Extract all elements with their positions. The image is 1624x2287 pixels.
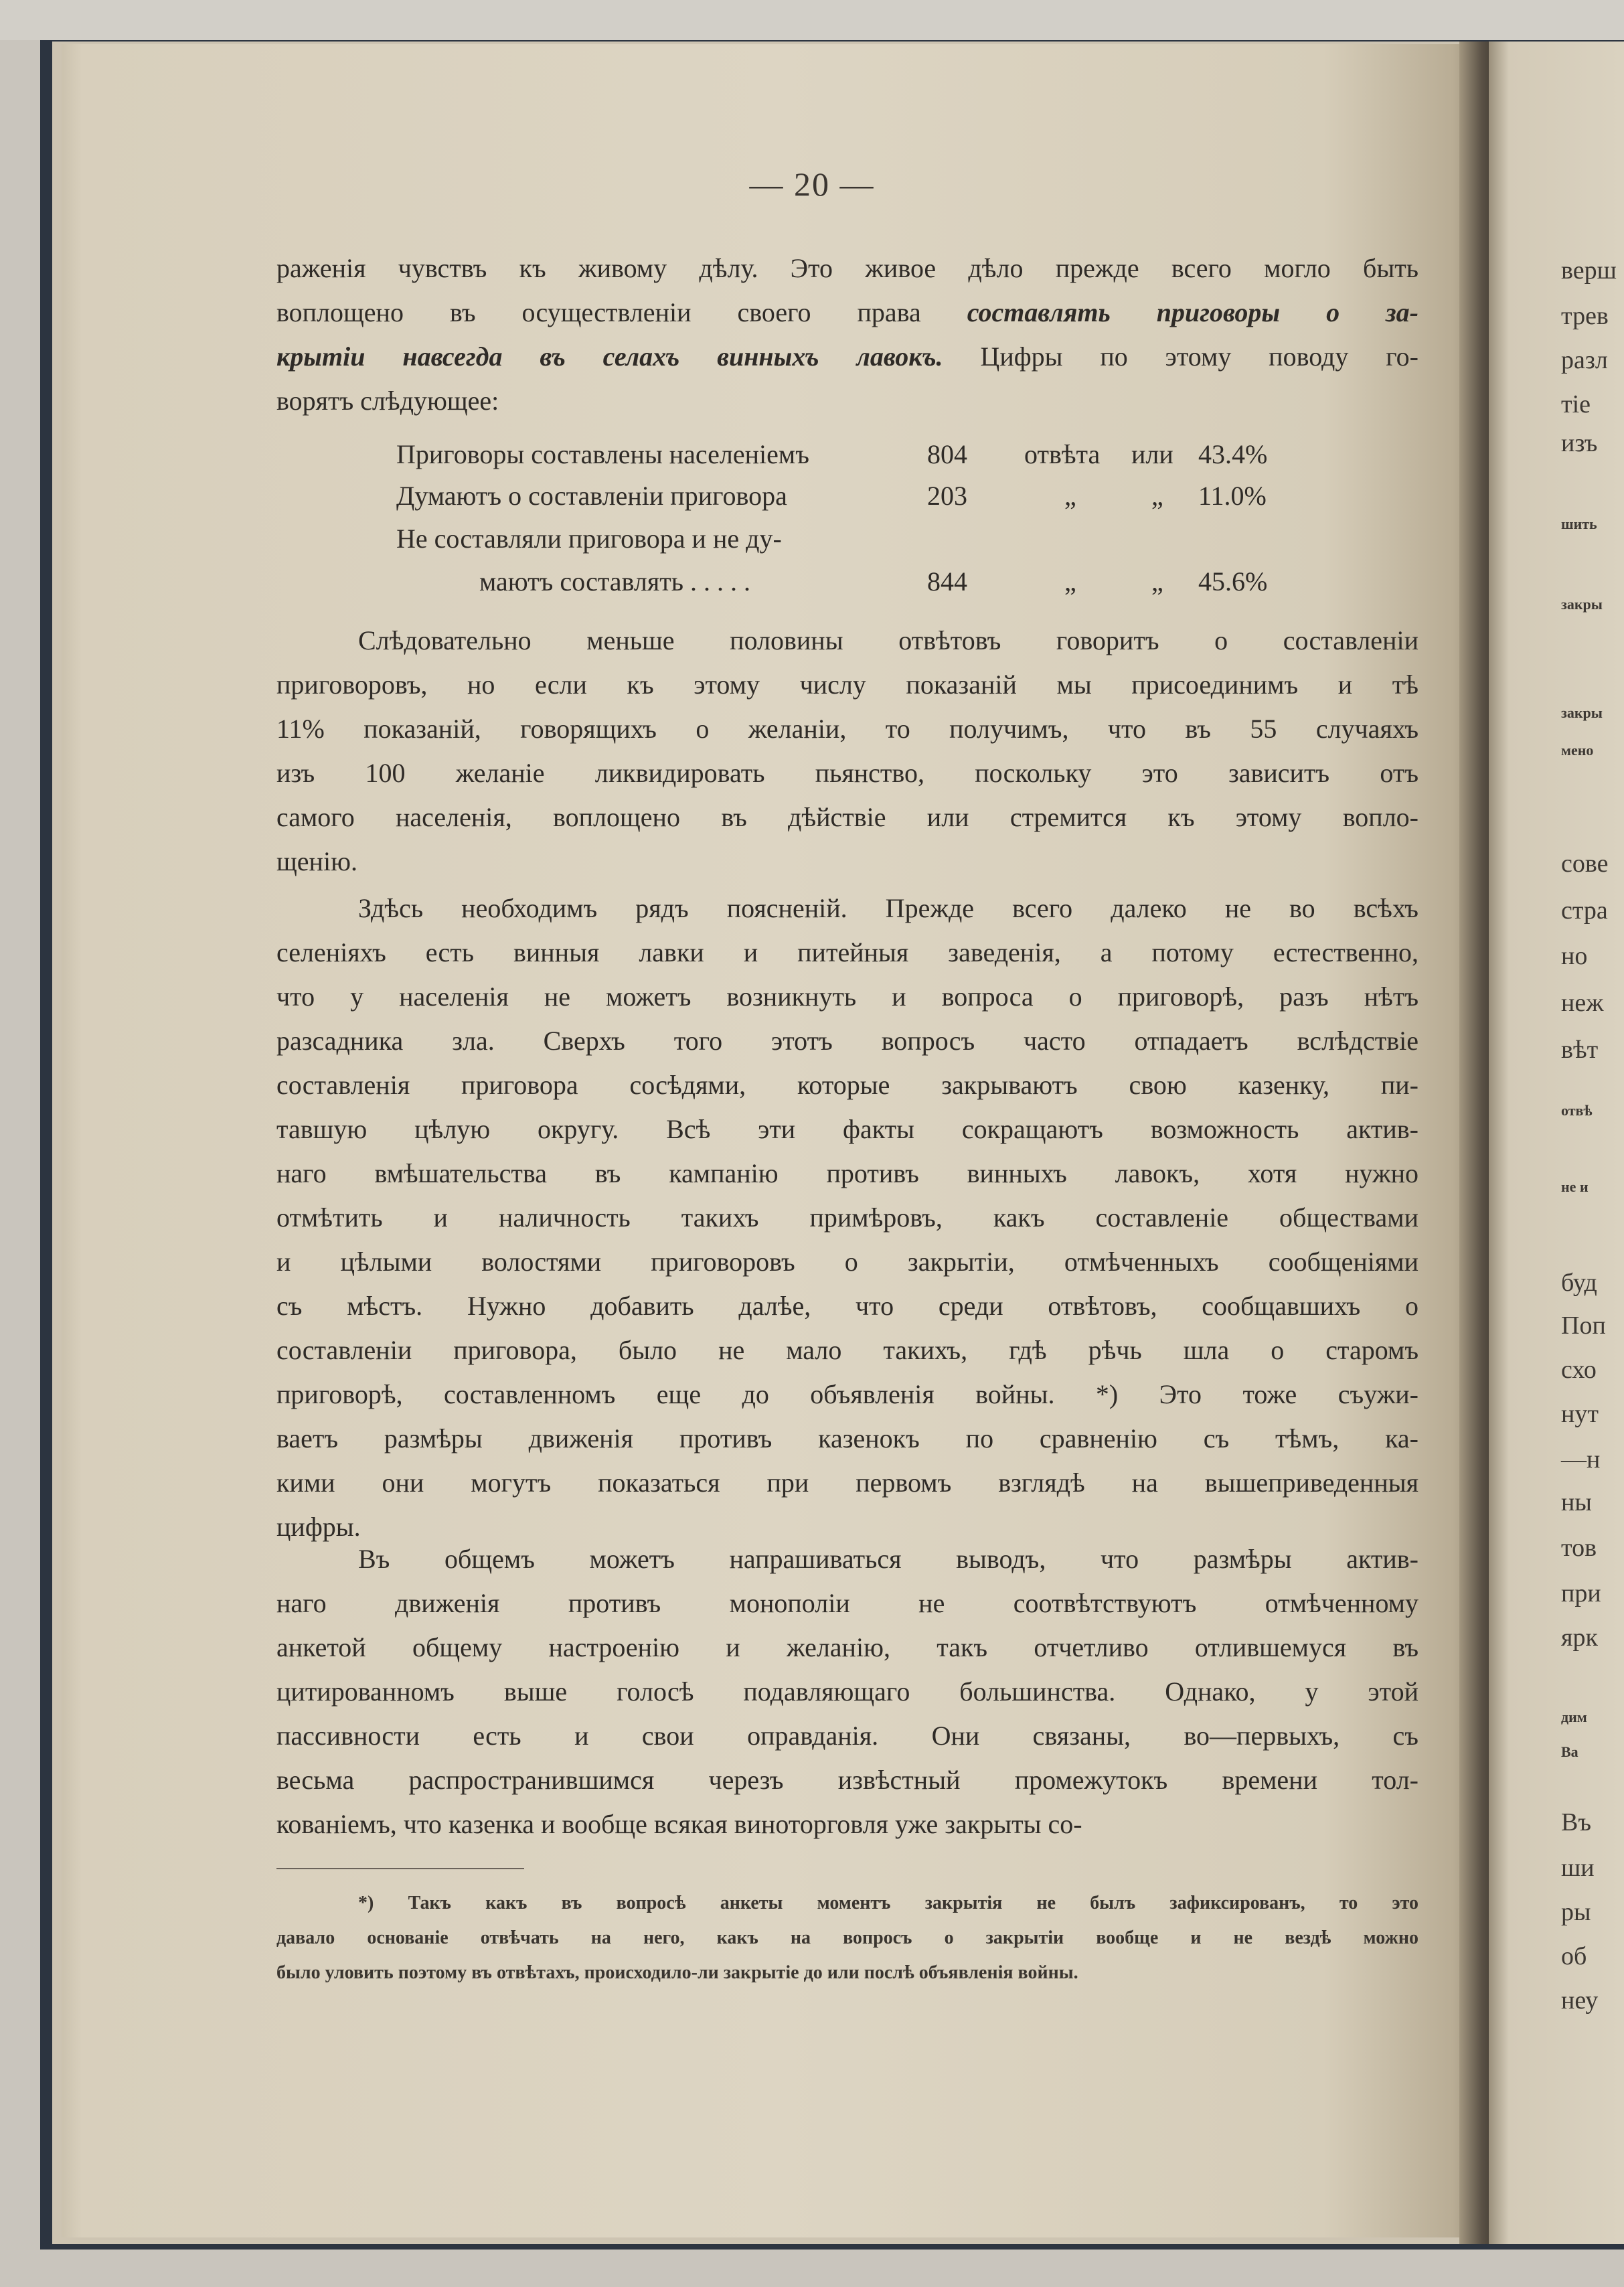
next-page-fragment: но bbox=[1561, 942, 1588, 970]
paragraph4-line: анкетой общему настроенію и желанію, такъ отчетливо отлившемуся въ bbox=[276, 1632, 1418, 1662]
next-page-fragment: Ва bbox=[1561, 1743, 1578, 1760]
paragraph2-line: изъ 100 желаніе ликвидировать пьянство, поскольку это зависитъ отъ bbox=[276, 758, 1418, 788]
paragraph3-line: разсадника зла. Сверхъ того этотъ вопросъ часто отпадаетъ вслѣдствіе bbox=[276, 1026, 1418, 1056]
next-page-fragment: вѣт bbox=[1561, 1036, 1599, 1064]
table-cell-or: „ bbox=[1151, 566, 1163, 597]
footnote-line: *) Такъ какъ въ вопросѣ анкеты моментъ закрытія не былъ зафиксированъ, то это bbox=[358, 1893, 1418, 1913]
table-cell-word: „ bbox=[1064, 481, 1076, 511]
paragraph4-line: пассивности есть и свои оправданія. Они связаны, во—первыхъ, съ bbox=[276, 1721, 1418, 1751]
next-page-fragment: изъ bbox=[1561, 429, 1598, 457]
table-cell-label: маютъ составлять . . . . . bbox=[479, 566, 750, 597]
paragraph4-line: весьма распространившимся черезъ извѣстный промежутокъ времени тол- bbox=[276, 1765, 1418, 1795]
paragraph4-line: наго движенія противъ монополіи не соотвѣтствуютъ отмѣченному bbox=[276, 1588, 1418, 1618]
paragraph2-line: Слѣдовательно меньше половины отвѣтовъ говоритъ о составленіи bbox=[358, 625, 1418, 655]
next-page-fragment: неж bbox=[1561, 989, 1604, 1017]
table-cell-num: 844 bbox=[927, 566, 967, 597]
next-page-fragment: схо bbox=[1561, 1356, 1597, 1384]
next-page-fragment: закры bbox=[1561, 596, 1603, 613]
next-page-fragment: буд bbox=[1561, 1269, 1597, 1297]
next-page-fragment: верш bbox=[1561, 256, 1617, 285]
next-page-fragment: нут bbox=[1561, 1400, 1599, 1428]
next-page-fragment: тов bbox=[1561, 1534, 1597, 1562]
table-cell-word: отвѣта bbox=[1024, 439, 1101, 469]
paragraph1-line: ворятъ слѣдующее: bbox=[276, 386, 499, 416]
paragraph4-line: цитированномъ выше голосѣ подавляющаго большинства. Однако, у этой bbox=[276, 1676, 1418, 1707]
next-page-fragment: разл bbox=[1561, 346, 1608, 374]
table-cell-label: Приговоры составлены населеніемъ bbox=[396, 439, 809, 469]
table-cell-pct: 11.0% bbox=[1198, 481, 1267, 511]
footnote-rule bbox=[276, 1868, 524, 1869]
scan-background bbox=[0, 0, 1624, 40]
paragraph3-line: селеніяхъ есть винныя лавки и питейныя заведенія, а потому естественно, bbox=[276, 937, 1418, 967]
next-page-fragment: Въ bbox=[1561, 1808, 1591, 1836]
table-cell-pct: 45.6% bbox=[1198, 566, 1268, 597]
paragraph3-line: съ мѣстъ. Нужно добавить далѣе, что среди отвѣтовъ, сообщавшихъ о bbox=[276, 1291, 1418, 1321]
paragraph2-line: 11% показаній, говорящихъ о желаніи, то получимъ, что въ 55 случаяхъ bbox=[276, 714, 1418, 744]
next-page-fragment: ши bbox=[1561, 1854, 1595, 1882]
next-page-fragment: трев bbox=[1561, 302, 1609, 330]
paragraph1-line: раженія чувствъ къ живому дѣлу. Это живое дѣло прежде всего могло быть bbox=[276, 253, 1418, 283]
next-page-fragment: закры bbox=[1561, 704, 1603, 721]
next-page-fragment: не и bbox=[1561, 1178, 1589, 1195]
next-page-fragment: сове bbox=[1561, 850, 1609, 878]
next-page-fragment: дим bbox=[1561, 1709, 1587, 1725]
paragraph3-line: составленіи приговора, было не мало такихъ, гдѣ рѣчь шла о старомъ bbox=[276, 1335, 1418, 1365]
next-page-fragment: Поп bbox=[1561, 1312, 1606, 1340]
table-cell-num: 804 bbox=[927, 439, 967, 469]
footnote-line: давало основаніе отвѣчать на него, какъ на вопросъ о закрытіи вообще и не вездѣ можно bbox=[276, 1927, 1418, 1948]
paragraph2-line: щенію. bbox=[276, 846, 357, 876]
table-cell-num: 203 bbox=[927, 481, 967, 511]
table-cell-label: Не составляли приговора и не ду- bbox=[396, 524, 782, 554]
paragraph3-line: и цѣлыми волостями приговоровъ о закрытіи, отмѣченныхъ сообщеніями bbox=[276, 1247, 1418, 1277]
next-page-fragment: тіе bbox=[1561, 390, 1591, 418]
next-page-fragment: неу bbox=[1561, 1986, 1599, 2015]
next-page-fragment: ярк bbox=[1561, 1624, 1598, 1652]
paragraph3-line: отмѣтить и наличность такихъ примѣровъ, какъ составленіе обществами bbox=[276, 1202, 1418, 1233]
paragraph3-line: ваетъ размѣры движенія противъ казенокъ по сравненію съ тѣмъ, ка- bbox=[276, 1423, 1418, 1453]
footnote-line: было уловить поэтому въ отвѣтахъ, происходило-ли закрытіе до или послѣ объявленія войны. bbox=[276, 1962, 1078, 1983]
next-page-fragment: при bbox=[1561, 1579, 1601, 1607]
paragraph4-line: кованіемъ, что казенка и вообще всякая виноторговля уже закрыты со- bbox=[276, 1809, 1082, 1839]
table-cell-or: или bbox=[1131, 439, 1173, 469]
table-cell-label: Думаютъ о составленіи приговора bbox=[396, 481, 787, 511]
next-page-fragment: мено bbox=[1561, 742, 1594, 759]
paragraph3-line: наго вмѣшательства въ кампанію противъ винныхъ лавокъ, хотя нужно bbox=[276, 1158, 1418, 1188]
paragraph3-line: Здѣсь необходимъ рядъ поясненій. Прежде всего далеко не во всѣхъ bbox=[358, 893, 1418, 923]
next-page-fragment: ны bbox=[1561, 1488, 1592, 1516]
paragraph2-line: приговоровъ, но если къ этому числу показаній мы присоединимъ и тѣ bbox=[276, 669, 1418, 700]
next-page-fragment: отвѣ bbox=[1561, 1102, 1593, 1119]
paragraph4-line: Въ общемъ можетъ напрашиваться выводъ, что размѣры актив- bbox=[358, 1544, 1418, 1574]
paragraph3-line: кими они могутъ показаться при первомъ взглядѣ на вышеприведенныя bbox=[276, 1468, 1418, 1498]
paragraph2-line: самого населенія, воплощено въ дѣйствіе или стремится къ этому вопло- bbox=[276, 802, 1418, 832]
paragraph3-line: что у населенія не можетъ возникнуть и вопроса о приговорѣ, разъ нѣтъ bbox=[276, 981, 1418, 1012]
next-page-fragment: —н bbox=[1561, 1445, 1601, 1474]
next-page-fragment: ры bbox=[1561, 1898, 1591, 1926]
paragraph3-line: приговорѣ, составленномъ еще до объявленія войны. *) Это тоже съужи- bbox=[276, 1379, 1418, 1409]
table-cell-word: „ bbox=[1064, 566, 1076, 597]
paragraph3-line: цифры. bbox=[276, 1512, 361, 1542]
table-cell-or: „ bbox=[1151, 481, 1163, 511]
page-number: — 20 — bbox=[749, 165, 875, 203]
paragraph1-line: воплощено въ осуществленіи своего права составлять приговоры о за- bbox=[276, 297, 1418, 327]
paragraph3-line: составленія приговора сосѣдями, которые закрываютъ свою казенку, пи- bbox=[276, 1070, 1418, 1100]
next-page-fragment: шить bbox=[1561, 516, 1597, 532]
next-page-fragment: об bbox=[1561, 1942, 1587, 1970]
paragraph1-line: крытіи навсегда въ селахъ винныхъ лавокъ. Цифры по этому поводу го- bbox=[276, 341, 1418, 372]
table-cell-pct: 43.4% bbox=[1198, 439, 1268, 469]
paragraph3-line: тавшую цѣлую округу. Всѣ эти факты сокращаютъ возможность актив- bbox=[276, 1114, 1418, 1144]
next-page-fragment: стра bbox=[1561, 896, 1608, 925]
